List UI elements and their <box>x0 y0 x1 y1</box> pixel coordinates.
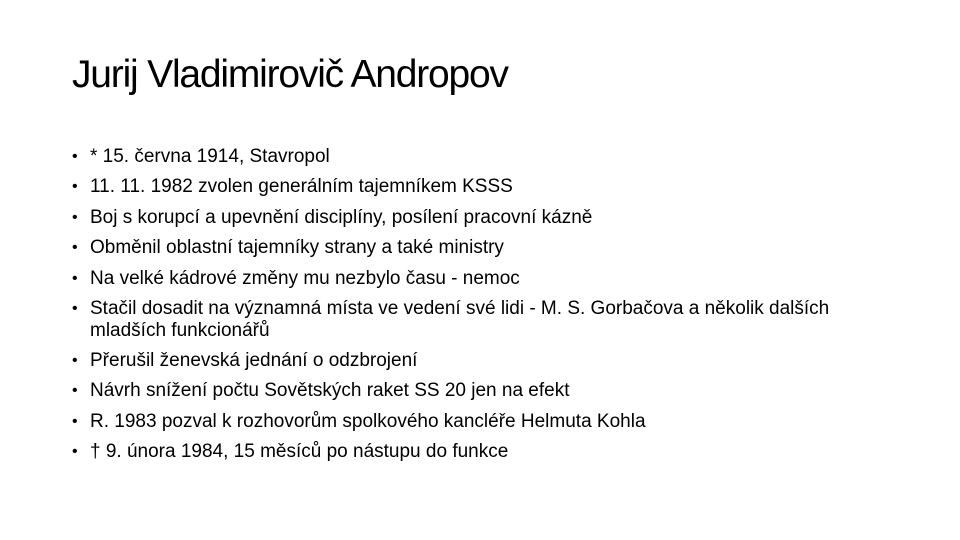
list-item <box>72 407 892 437</box>
bullet-icon: • <box>72 352 78 370</box>
bullet-icon: • <box>72 412 78 430</box>
list-item <box>72 142 892 172</box>
list-item-text: R. 1983 pozval k rozhovorům spolkového kancléře Helmuta Kohla <box>90 410 646 432</box>
list-item-text: † 9. února 1984, 15 měsíců po nástupu do funkce <box>90 441 509 463</box>
bullet-icon: • <box>72 148 78 165</box>
list-item <box>72 346 892 376</box>
bullet-list <box>72 142 892 468</box>
list-item-text: Na velké kádrové změny mu nezbylo času - nemoc <box>90 267 520 289</box>
bullet-icon: • <box>72 443 78 461</box>
bullet-icon: • <box>72 382 78 400</box>
slide-title: Jurij Vladimirovič Andropov <box>72 53 508 96</box>
list-item <box>72 233 892 263</box>
list-item-text: 11. 11. 1982 zvolen generálním tajemníkem KSSS <box>90 176 513 198</box>
list-item <box>72 294 892 346</box>
list-item-text: Boj s korupcí a upevnění disciplíny, posílení pracovní kázně <box>90 206 593 228</box>
list-item <box>72 172 892 202</box>
list-item-text: Obměnil oblastní tajemníky strany a také ministry <box>90 237 504 259</box>
list-item <box>72 203 892 233</box>
list-item-text: Stačil dosadit na významná místa ve vedení své lidi - M. S. Gorbačova a několik dalších mladších funkcionářů <box>90 298 830 342</box>
list-item <box>72 437 892 467</box>
list-item <box>72 376 892 406</box>
bullet-icon: • <box>72 178 78 196</box>
list-item-text: * 15. června 1914, Stavropol <box>90 146 330 167</box>
bullet-icon: • <box>72 239 78 257</box>
bullet-icon: • <box>72 208 78 226</box>
list-item <box>72 264 892 294</box>
bullet-icon: • <box>72 300 78 318</box>
list-item-text: Přerušil ženevská jednání o odzbrojení <box>90 350 418 372</box>
list-item-text: Návrh snížení počtu Sovětských raket SS 20 jen na efekt <box>90 380 570 402</box>
bullet-icon: • <box>72 269 78 287</box>
